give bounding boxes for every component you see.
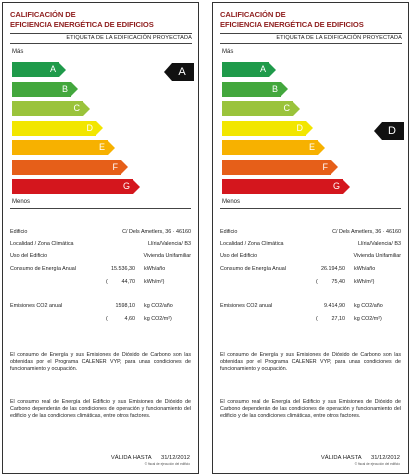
- disclaimer-paragraph-1: El consumo de Energía y sus Emisiones de Dióxido de Carbono son las obtenidas por el Programa CALENER VYP, para unas condiciones de funcionamiento y ocupación.: [220, 352, 401, 373]
- rating-marker-letter: A: [172, 63, 194, 81]
- validity-footer: [320, 455, 400, 466]
- location-label: Localidad / Zona Climática: [10, 241, 74, 247]
- energy-per-m2: 75,40: [331, 279, 345, 285]
- stamp-text: © fiscal de ejecución del edificio: [354, 462, 400, 466]
- rating-bar-letter: D: [296, 122, 303, 133]
- scale-less-label: Menos: [222, 199, 241, 205]
- rating-bar-e: [12, 140, 115, 155]
- energy-per-m2-unit: kWh/m²): [354, 279, 375, 285]
- marker-pointer: [374, 122, 382, 140]
- rating-bar-letter: C: [283, 103, 290, 113]
- energy-total: 26.194,50: [321, 266, 345, 272]
- co2-total-unit: kg CO2/año: [144, 303, 173, 309]
- use-label: Uso del Edificio: [220, 253, 258, 259]
- rating-bar-c: [12, 101, 90, 116]
- stamp-text: © fiscal de ejecución del edificio: [144, 462, 190, 466]
- valid-until: VÁLIDA HASTA 31/12/2012: [110, 455, 190, 461]
- label-header: [10, 10, 192, 41]
- energy-per-m2: 44,70: [121, 279, 135, 285]
- title-line-1: CALIFICACIÓN DE: [10, 10, 76, 19]
- marker-pointer: [164, 63, 172, 81]
- rating-bar-d: [222, 121, 313, 136]
- rating-bar-a: [12, 62, 66, 77]
- rating-marker-letter: D: [382, 122, 404, 140]
- co2-per-m2-unit: kg CO2/m²): [354, 316, 382, 322]
- rating-bar-d: [12, 121, 103, 136]
- co2-paren: (: [316, 316, 318, 322]
- rating-bar-letter: G: [122, 181, 130, 191]
- co2-total-unit: kg CO2/año: [354, 303, 383, 309]
- use-value: Vivienda Unifamiliar: [353, 253, 401, 259]
- location-value: Llíria/Valencia/ B3: [357, 241, 401, 247]
- building-value: C/ Dels Ametlers, 36 · 46160: [122, 229, 191, 235]
- disclaimer-paragraph-1: El consumo de Energía y sus Emisiones de Dióxido de Carbono son las obtenidas por el Programa CALENER VYP, para unas condiciones de funcionamiento y ocupación.: [10, 352, 191, 373]
- title-line-2: EFICIENCIA ENERGÉTICA DE EDIFICIOS: [10, 19, 154, 29]
- rating-bar-f: [12, 160, 128, 175]
- rating-bar-letter: E: [98, 142, 105, 152]
- scale-more-label: Más: [222, 49, 234, 55]
- rating-bar-g: [12, 179, 140, 194]
- divider: [10, 33, 192, 34]
- validity-footer: [110, 455, 190, 466]
- rating-bar-letter: F: [112, 161, 118, 172]
- scale-more-label: Más: [12, 49, 24, 55]
- location-label: Localidad / Zona Climática: [220, 241, 284, 247]
- rating-marker: [374, 122, 404, 140]
- divider: [220, 208, 401, 209]
- rating-marker: [164, 63, 194, 81]
- co2-total: 1598,10: [115, 303, 135, 309]
- divider: [10, 43, 192, 44]
- rating-bar-letter: B: [61, 83, 68, 94]
- rating-bar-letter: D: [86, 122, 93, 133]
- location-value: Llíria/Valencia/ B3: [147, 241, 191, 247]
- divider: [10, 208, 191, 209]
- rating-bar-letter: A: [259, 64, 266, 74]
- co2-total: 9.414,90: [324, 303, 345, 309]
- rating-bar-letter: B: [271, 83, 278, 94]
- label-header: [220, 10, 402, 41]
- rating-bar-e: [222, 140, 325, 155]
- energy-total-unit: kWh/año: [354, 266, 376, 272]
- energy-total: 15.536,30: [111, 266, 135, 272]
- rating-scale: [222, 62, 367, 198]
- rating-bar-letter: F: [322, 161, 328, 172]
- energy-label-left: [2, 2, 199, 474]
- rating-bar-letter: A: [49, 64, 56, 74]
- divider: [220, 43, 402, 44]
- divider: [220, 33, 402, 34]
- use-value: Vivienda Unifamiliar: [143, 253, 191, 259]
- co2-per-m2: 27,10: [331, 316, 345, 322]
- rating-scale: [12, 62, 157, 198]
- rating-bar-f: [222, 160, 338, 175]
- rating-bar-b: [12, 82, 78, 97]
- rating-bar-letter: C: [73, 103, 80, 113]
- rating-bar-g: [222, 179, 350, 194]
- use-label: Uso del Edificio: [10, 253, 48, 259]
- building-value: C/ Dels Ametlers, 36 · 46160: [332, 229, 401, 235]
- energy-label: Consumo de Energía Anual: [10, 266, 76, 272]
- energy-per-m2-unit: kWh/m²): [144, 279, 165, 285]
- energy-total-unit: kWh/año: [144, 266, 166, 272]
- co2-label: Emisiones CO2 anual: [10, 303, 63, 309]
- rating-bar-a: [222, 62, 276, 77]
- label-subtitle: ETIQUETA DE LA EDIFICACIÓN PROYECTADA: [276, 35, 402, 41]
- valid-until: VÁLIDA HASTA 31/12/2012: [320, 455, 400, 461]
- energy-paren: (: [106, 279, 108, 285]
- building-label: Edificio: [10, 229, 28, 235]
- title-line-1: CALIFICACIÓN DE: [220, 10, 286, 19]
- co2-per-m2-unit: kg CO2/m²): [144, 316, 172, 322]
- rating-bar-c: [222, 101, 300, 116]
- rating-bar-letter: G: [332, 181, 340, 191]
- rating-bar-letter: E: [308, 142, 315, 152]
- co2-label: Emisiones CO2 anual: [220, 303, 273, 309]
- rating-bar-b: [222, 82, 288, 97]
- disclaimer-paragraph-2: El consumo real de Energía del Edificio y sus Emisiones de Dióxido de Carbono dependerán de las condiciones de operación y funcionamiento del edificio y de las condiciones climáticas, entre otros factores.: [10, 399, 191, 420]
- title-line-2: EFICIENCIA ENERGÉTICA DE EDIFICIOS: [220, 19, 364, 29]
- co2-per-m2: 4,60: [124, 316, 135, 322]
- scale-less-label: Menos: [12, 199, 31, 205]
- label-subtitle: ETIQUETA DE LA EDIFICACIÓN PROYECTADA: [66, 35, 192, 41]
- energy-label-right: [212, 2, 409, 474]
- energy-label: Consumo de Energía Anual: [220, 266, 286, 272]
- co2-paren: (: [106, 316, 108, 322]
- disclaimer-paragraph-2: El consumo real de Energía del Edificio y sus Emisiones de Dióxido de Carbono dependerán de las condiciones de operación y funcionamiento del edificio y de las condiciones climáticas, entre otros factores.: [220, 399, 401, 420]
- building-label: Edificio: [220, 229, 238, 235]
- energy-paren: (: [316, 279, 318, 285]
